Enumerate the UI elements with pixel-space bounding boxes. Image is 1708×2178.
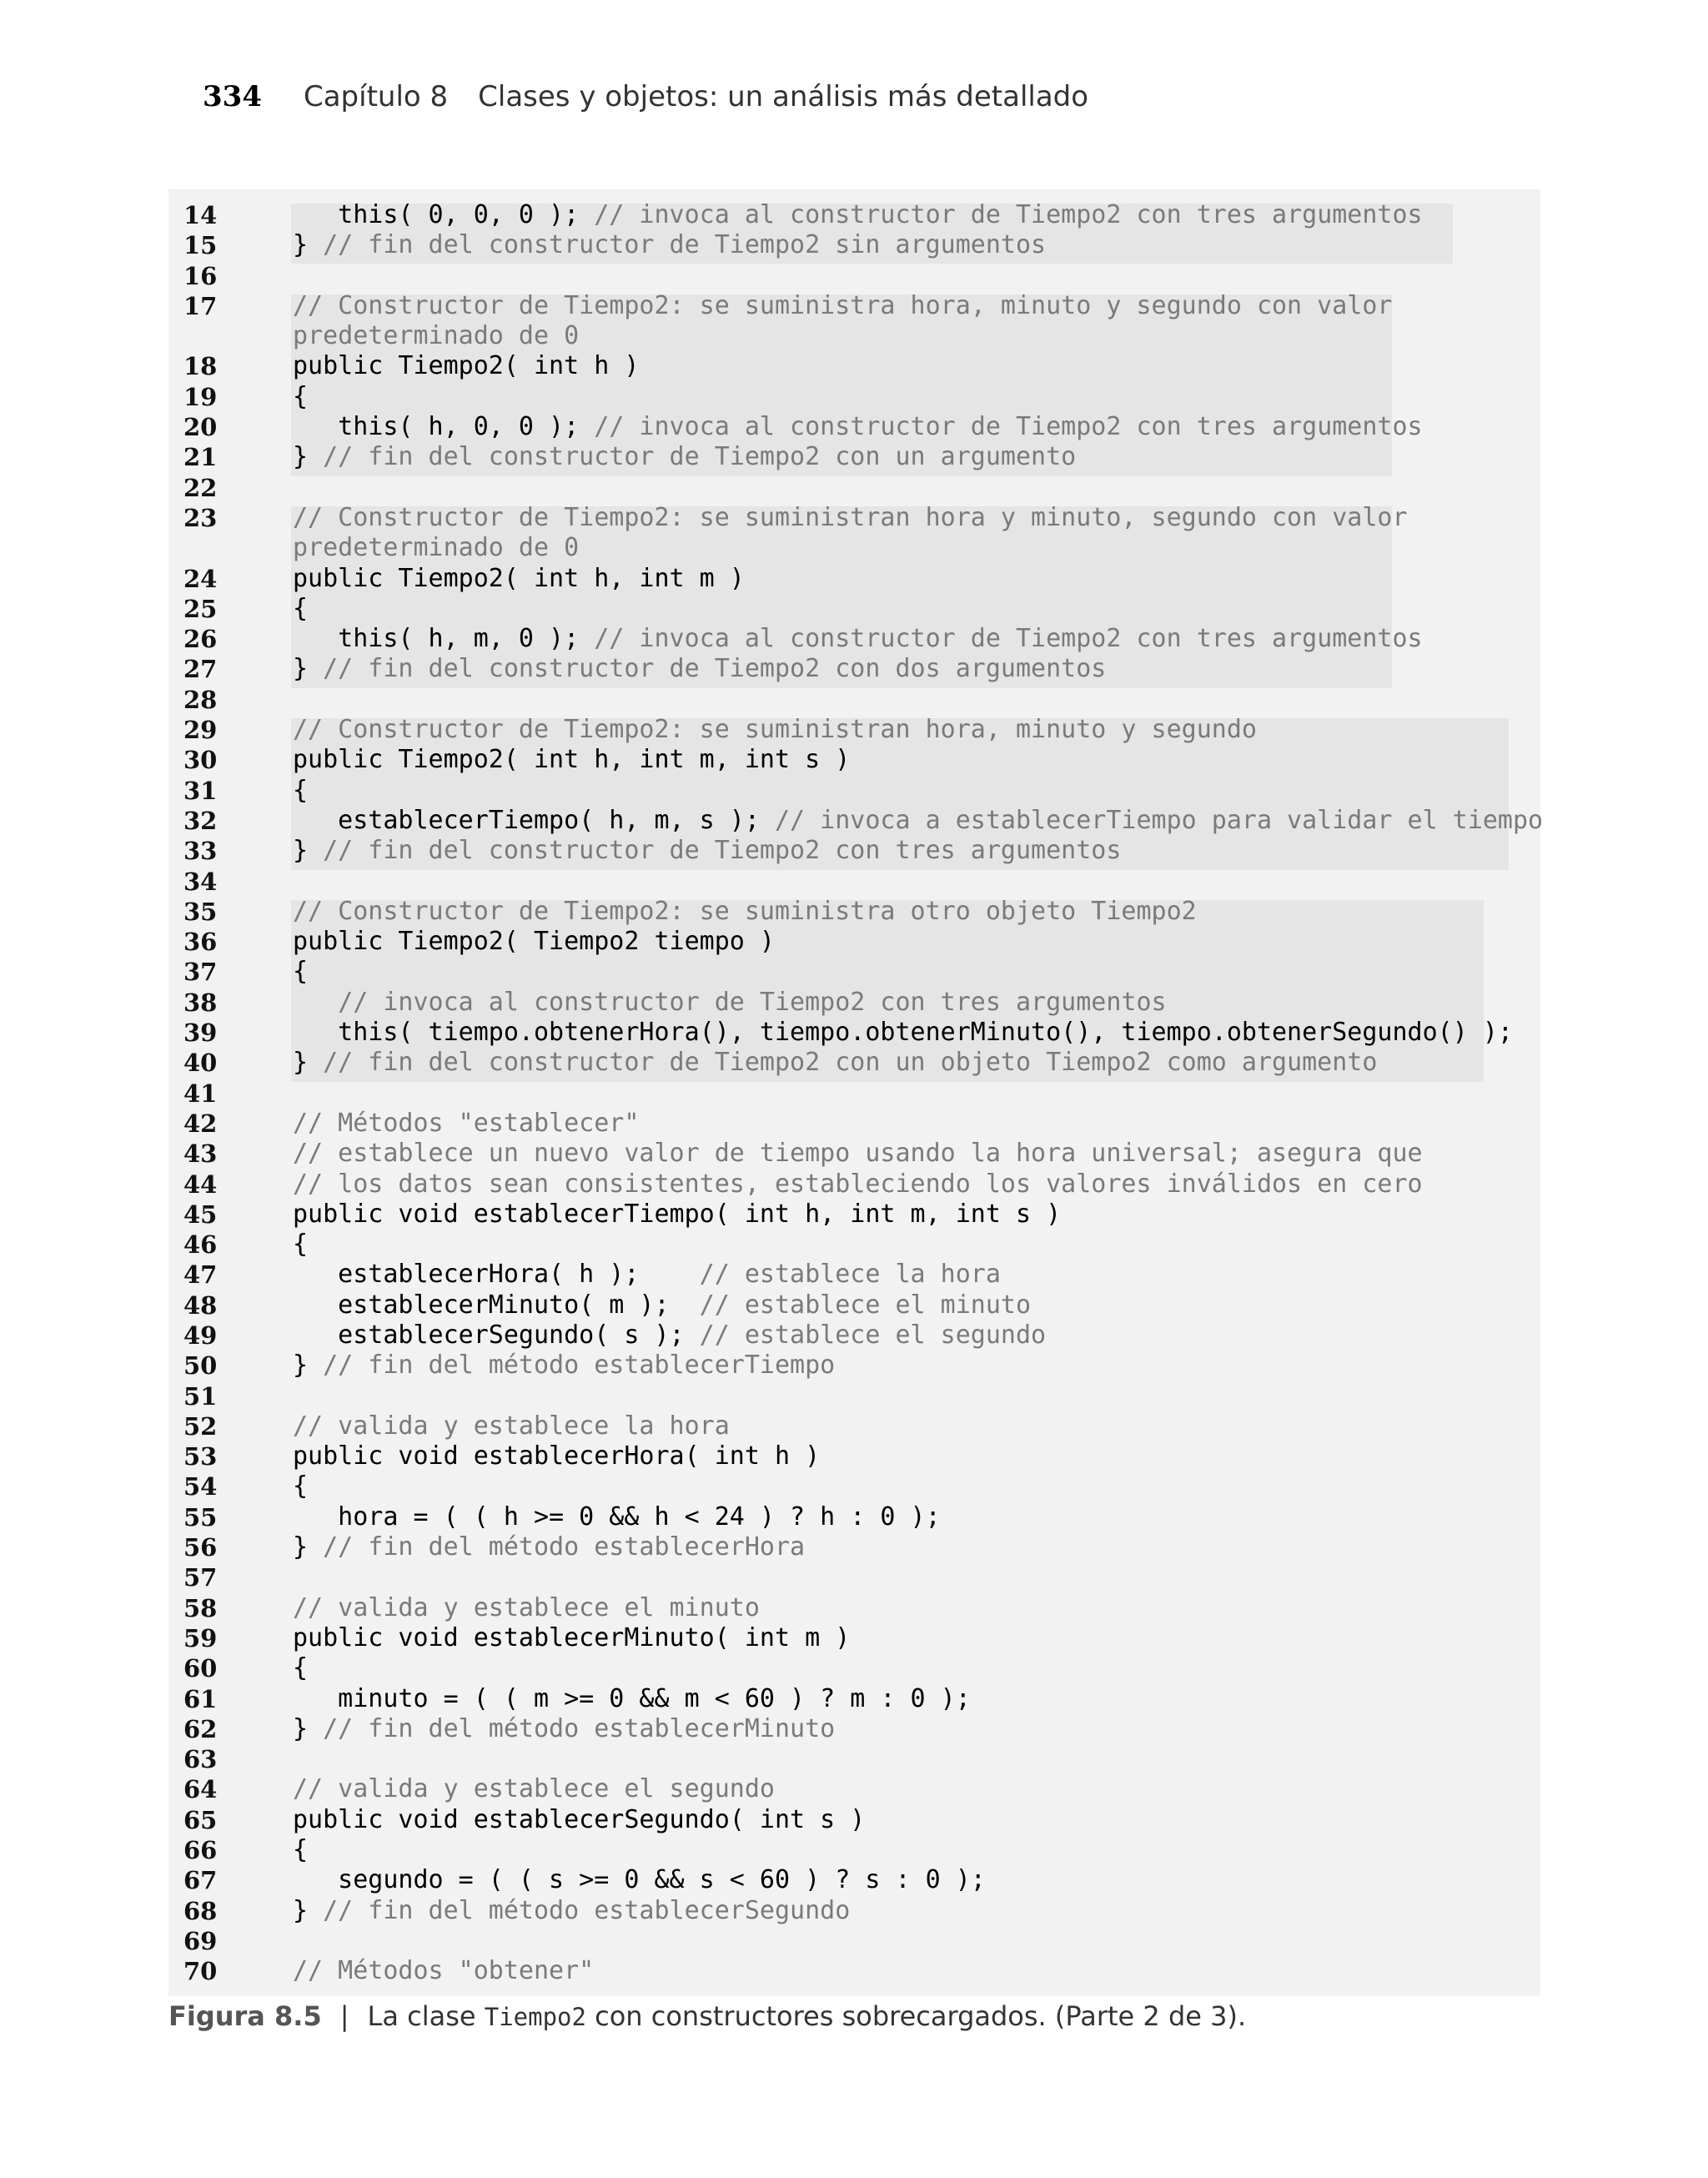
code-line xyxy=(168,1926,1540,1956)
code-statement: establecerMinuto( m ); xyxy=(293,1290,700,1320)
chapter-label: Capítulo 8 xyxy=(303,80,449,113)
code-text xyxy=(293,1865,986,1895)
code-comment: // fin del constructor de Tiempo2 con un objeto Tiempo2 como argumento xyxy=(323,1048,1378,1078)
line-number: 40 xyxy=(183,1049,218,1078)
code-text xyxy=(293,1411,730,1441)
line-number: 32 xyxy=(183,806,218,835)
code-text xyxy=(293,1320,1046,1351)
code-text xyxy=(293,776,308,806)
code-line xyxy=(168,1200,1540,1230)
code-line xyxy=(168,1956,1540,1986)
code-comment: // fin del método establecerSegundo xyxy=(323,1895,851,1925)
line-number: 59 xyxy=(183,1623,218,1652)
code-comment: predeterminado de 0 xyxy=(293,533,580,563)
code-line xyxy=(168,957,1540,987)
code-comment: // Métodos "establecer" xyxy=(293,1108,640,1138)
code-comment: // Constructor de Tiempo2: se suministran hora, minuto y segundo xyxy=(293,715,1257,745)
code-line xyxy=(168,1653,1540,1683)
line-number: 31 xyxy=(183,776,218,805)
code-text xyxy=(293,1956,594,1986)
code-text xyxy=(293,533,579,563)
code-line xyxy=(168,1290,1540,1320)
code-text xyxy=(293,1774,775,1804)
code-text xyxy=(293,1109,639,1139)
code-comment: // invoca al constructor de Tiempo2 con tres argumentos xyxy=(594,412,1423,442)
line-number: 53 xyxy=(183,1442,218,1471)
code-comment: // valida y establece el minuto xyxy=(293,1592,760,1622)
code-line xyxy=(168,1048,1540,1078)
line-number: 37 xyxy=(183,958,218,987)
code-statement: minuto = ( ( m >= 0 && m < 60 ) ? m : 0 ); xyxy=(293,1683,971,1713)
code-lines xyxy=(168,200,1544,1987)
code-line xyxy=(168,776,1540,806)
code-statement: { xyxy=(293,775,309,805)
code-statement: this( h, m, 0 ); xyxy=(293,624,595,654)
code-statement: establecerSegundo( s ); xyxy=(293,1320,700,1350)
line-number: 69 xyxy=(183,1926,218,1955)
code-statement: segundo = ( ( s >= 0 && s < 60 ) ? s : 0 ); xyxy=(293,1865,986,1895)
code-statement: } xyxy=(293,230,324,260)
code-text xyxy=(293,1593,760,1623)
code-line xyxy=(168,594,1540,624)
code-statement: this( h, 0, 0 ); xyxy=(293,412,595,442)
code-statement: { xyxy=(293,1230,309,1260)
line-number: 33 xyxy=(183,837,218,866)
code-comment: // Constructor de Tiempo2: se suministra otro objeto Tiempo2 xyxy=(293,896,1197,926)
code-line xyxy=(168,927,1540,957)
code-line xyxy=(168,1079,1540,1109)
code-statement: public Tiempo2( Tiempo2 tiempo ) xyxy=(293,927,775,957)
code-text xyxy=(293,1169,1423,1200)
code-text xyxy=(293,654,1106,684)
line-number: 56 xyxy=(183,1533,218,1562)
code-comment: // establece un nuevo valor de tiempo usando la hora universal; asegura que xyxy=(293,1139,1423,1169)
code-text xyxy=(293,1290,1031,1320)
code-comment: // establece el minuto xyxy=(699,1290,1032,1320)
caption-text: La clase xyxy=(367,2000,485,2032)
code-statement: { xyxy=(293,1835,309,1865)
code-line xyxy=(168,412,1540,442)
code-line xyxy=(168,1562,1540,1592)
code-text xyxy=(293,351,639,381)
code-text xyxy=(293,988,1167,1018)
code-text xyxy=(293,1018,1513,1048)
code-text xyxy=(293,503,1408,533)
code-statement: hora = ( ( h >= 0 && h < 24 ) ? h : 0 ); xyxy=(293,1501,941,1532)
code-text xyxy=(293,321,579,351)
code-comment: // invoca al constructor de Tiempo2 con tres argumentos xyxy=(594,624,1423,654)
line-number: 30 xyxy=(183,746,218,775)
chapter-title: Clases y objetos: un análisis más detallado xyxy=(478,80,1089,113)
line-number: 70 xyxy=(183,1957,218,1986)
code-line xyxy=(168,1593,1540,1623)
code-comment: // valida y establece el segundo xyxy=(293,1774,775,1804)
code-text xyxy=(293,442,1076,472)
code-line xyxy=(168,867,1540,897)
code-text xyxy=(293,1714,835,1744)
code-comment: // invoca a establecerTiempo para validar el tiempo xyxy=(774,805,1544,835)
line-number: 44 xyxy=(183,1169,218,1199)
code-comment: // Constructor de Tiempo2: se suministran hora y minuto, segundo con valor xyxy=(293,502,1408,532)
line-number: 58 xyxy=(183,1593,218,1622)
code-text xyxy=(293,1260,1001,1290)
line-number: 23 xyxy=(183,503,218,532)
code-statement: this( tiempo.obtenerHora(), tiempo.obtenerMinuto(), tiempo.obtenerSegundo() ); xyxy=(293,1018,1513,1048)
code-line xyxy=(168,654,1540,684)
code-text xyxy=(293,1230,308,1260)
code-statement xyxy=(293,988,338,1017)
line-number: 57 xyxy=(183,1563,218,1592)
code-text xyxy=(293,594,308,624)
line-number: 26 xyxy=(183,625,218,654)
caption-class-name: Tiempo2 xyxy=(484,2003,586,2031)
code-line xyxy=(168,897,1540,927)
code-text xyxy=(293,412,1423,442)
line-number: 39 xyxy=(183,1019,218,1048)
code-statement: } xyxy=(293,442,324,472)
code-text xyxy=(293,836,1121,866)
line-number: 67 xyxy=(183,1866,218,1895)
line-number: 50 xyxy=(183,1351,218,1381)
code-line xyxy=(168,1230,1540,1260)
code-line xyxy=(168,1169,1540,1200)
line-number: 36 xyxy=(183,928,218,957)
code-line xyxy=(168,1805,1540,1835)
code-comment: // fin del constructor de Tiempo2 con un argumento xyxy=(323,442,1077,472)
code-line xyxy=(168,1532,1540,1562)
code-line xyxy=(168,382,1540,412)
code-line xyxy=(168,1381,1540,1411)
line-number: 62 xyxy=(183,1714,218,1743)
code-line xyxy=(168,1139,1540,1169)
code-comment: // fin del método establecerHora xyxy=(323,1532,806,1562)
caption-text-end: con constructores sobrecargados. (Parte 2 de 3). xyxy=(585,2000,1247,2032)
line-number: 47 xyxy=(183,1260,218,1290)
line-number: 65 xyxy=(183,1805,218,1834)
line-number: 48 xyxy=(183,1290,218,1320)
code-line xyxy=(168,230,1540,260)
line-number: 43 xyxy=(183,1139,218,1169)
line-number: 61 xyxy=(183,1684,218,1713)
code-statement: establecerTiempo( h, m, s ); xyxy=(293,805,775,835)
code-text xyxy=(293,715,1257,745)
code-statement: } xyxy=(293,1351,324,1381)
line-number: 35 xyxy=(183,897,218,926)
line-number: 52 xyxy=(183,1411,218,1441)
code-text xyxy=(293,1200,1061,1230)
code-line xyxy=(168,1623,1540,1653)
code-comment: // Métodos "obtener" xyxy=(293,1956,595,1986)
code-text xyxy=(293,564,745,594)
line-number: 45 xyxy=(183,1200,218,1229)
code-line xyxy=(168,1865,1540,1895)
code-line xyxy=(168,624,1540,654)
code-text xyxy=(293,957,308,987)
line-number: 19 xyxy=(183,382,218,411)
code-statement: public void establecerHora( int h ) xyxy=(293,1441,821,1471)
code-statement: establecerHora( h ); xyxy=(293,1260,700,1290)
line-number: 34 xyxy=(183,867,218,896)
code-statement: public void establecerMinuto( int m ) xyxy=(293,1622,851,1652)
figure-caption xyxy=(168,2000,1246,2032)
code-line xyxy=(168,745,1540,775)
code-statement: } xyxy=(293,1532,324,1562)
page-header xyxy=(203,80,1088,113)
code-text xyxy=(293,1351,835,1381)
line-number: 14 xyxy=(183,201,218,229)
line-number: 64 xyxy=(183,1775,218,1804)
code-statement: { xyxy=(293,957,309,987)
line-number: 60 xyxy=(183,1654,218,1683)
code-comment: predeterminado de 0 xyxy=(293,321,580,351)
code-line xyxy=(168,1835,1540,1865)
code-comment: // fin del constructor de Tiempo2 con tres argumentos xyxy=(323,836,1122,866)
code-comment: // invoca al constructor de Tiempo2 con tres argumentos xyxy=(594,200,1423,229)
code-statement: public void establecerTiempo( int h, int m, int s ) xyxy=(293,1199,1062,1229)
code-comment: // fin del método establecerMinuto xyxy=(323,1713,836,1743)
code-line xyxy=(168,1018,1540,1048)
code-line xyxy=(168,836,1540,866)
figure-label: Figura 8.5 xyxy=(168,2000,322,2032)
code-text xyxy=(293,200,1423,230)
code-text xyxy=(293,1805,865,1835)
code-line xyxy=(168,321,1540,351)
code-text xyxy=(293,1684,971,1714)
line-number: 18 xyxy=(183,352,218,381)
code-text xyxy=(293,806,1543,836)
code-text xyxy=(293,230,1046,260)
code-line xyxy=(168,715,1540,745)
line-number: 63 xyxy=(183,1745,218,1774)
code-comment: // Constructor de Tiempo2: se suministra hora, minuto y segundo con valor xyxy=(293,290,1393,320)
code-comment: // fin del constructor de Tiempo2 con dos argumentos xyxy=(323,654,1107,684)
code-line xyxy=(168,533,1540,563)
code-statement: public void establecerSegundo( int s ) xyxy=(293,1804,866,1834)
page-number: 334 xyxy=(203,80,262,113)
code-line xyxy=(168,685,1540,715)
code-text xyxy=(293,1835,308,1865)
code-line xyxy=(168,1351,1540,1381)
code-statement: } xyxy=(293,654,324,684)
line-number: 25 xyxy=(183,594,218,623)
code-statement: { xyxy=(293,381,309,411)
code-line xyxy=(168,564,1540,594)
line-number: 54 xyxy=(183,1472,218,1501)
code-line xyxy=(168,503,1540,533)
code-line xyxy=(168,351,1540,381)
code-text xyxy=(293,624,1423,654)
code-line xyxy=(168,805,1544,836)
code-statement: public Tiempo2( int h, int m ) xyxy=(293,563,745,593)
line-number: 21 xyxy=(183,443,218,472)
code-line xyxy=(168,1260,1540,1290)
line-number: 51 xyxy=(183,1381,218,1411)
code-text xyxy=(293,897,1197,927)
code-comment: // valida y establece la hora xyxy=(293,1411,730,1441)
code-line xyxy=(168,261,1540,291)
code-statement: } xyxy=(293,1713,324,1743)
code-text xyxy=(293,745,850,775)
code-line xyxy=(168,1684,1540,1714)
line-number: 15 xyxy=(183,231,218,260)
code-line xyxy=(168,473,1540,503)
code-statement: } xyxy=(293,836,324,866)
code-text xyxy=(293,291,1393,321)
code-text xyxy=(293,1623,850,1653)
code-text xyxy=(293,1139,1423,1169)
line-number: 41 xyxy=(183,1079,218,1108)
line-number: 22 xyxy=(183,473,218,502)
line-number: 27 xyxy=(183,655,218,684)
code-statement: { xyxy=(293,1471,309,1501)
line-number: 29 xyxy=(183,716,218,745)
line-number: 17 xyxy=(183,291,218,320)
code-text xyxy=(293,1653,308,1683)
code-comment: // invoca al constructor de Tiempo2 con tres argumentos xyxy=(338,987,1167,1017)
line-number: 38 xyxy=(183,988,218,1017)
code-text xyxy=(293,1048,1377,1078)
code-line xyxy=(168,1320,1540,1351)
line-number: 46 xyxy=(183,1230,218,1260)
code-comment: // los datos sean consistentes, estableciendo los valores inválidos en cero xyxy=(293,1169,1423,1199)
code-statement: public Tiempo2( int h, int m, int s ) xyxy=(293,745,851,775)
line-number: 55 xyxy=(183,1502,218,1532)
code-comment: // establece la hora xyxy=(699,1260,1001,1290)
code-line xyxy=(168,1109,1540,1139)
code-text xyxy=(293,1896,850,1926)
code-line xyxy=(168,1896,1540,1926)
code-comment: // fin del método establecerTiempo xyxy=(323,1351,836,1381)
code-comment: // fin del constructor de Tiempo2 sin argumentos xyxy=(323,230,1047,260)
code-line xyxy=(168,1774,1540,1804)
line-number: 66 xyxy=(183,1836,218,1865)
code-listing xyxy=(168,189,1544,1996)
line-number: 68 xyxy=(183,1896,218,1925)
line-number: 24 xyxy=(183,564,218,593)
code-text xyxy=(293,1532,805,1562)
code-statement: { xyxy=(293,593,309,623)
caption-separator: | xyxy=(339,2000,349,2032)
code-line xyxy=(168,1744,1540,1774)
code-text xyxy=(293,382,308,412)
code-statement: } xyxy=(293,1895,324,1925)
code-line xyxy=(168,1471,1540,1501)
code-text xyxy=(293,1502,941,1532)
code-line xyxy=(168,1714,1540,1744)
code-line xyxy=(168,1411,1540,1441)
code-text xyxy=(293,927,775,957)
code-line xyxy=(168,1441,1540,1471)
code-line xyxy=(168,1502,1540,1532)
code-line xyxy=(168,988,1540,1018)
code-statement: this( 0, 0, 0 ); xyxy=(293,200,595,229)
code-text xyxy=(293,1441,820,1471)
line-number: 20 xyxy=(183,413,218,442)
code-statement: } xyxy=(293,1048,324,1078)
line-number: 28 xyxy=(183,685,218,714)
code-statement: public Tiempo2( int h ) xyxy=(293,351,640,381)
code-line xyxy=(168,200,1540,230)
code-line xyxy=(168,291,1540,321)
code-text xyxy=(293,1471,308,1501)
code-comment: // establece el segundo xyxy=(699,1320,1047,1350)
code-line xyxy=(168,442,1540,472)
code-statement: { xyxy=(293,1653,309,1683)
line-number: 16 xyxy=(183,261,218,290)
line-number: 49 xyxy=(183,1320,218,1350)
line-number: 42 xyxy=(183,1109,218,1138)
